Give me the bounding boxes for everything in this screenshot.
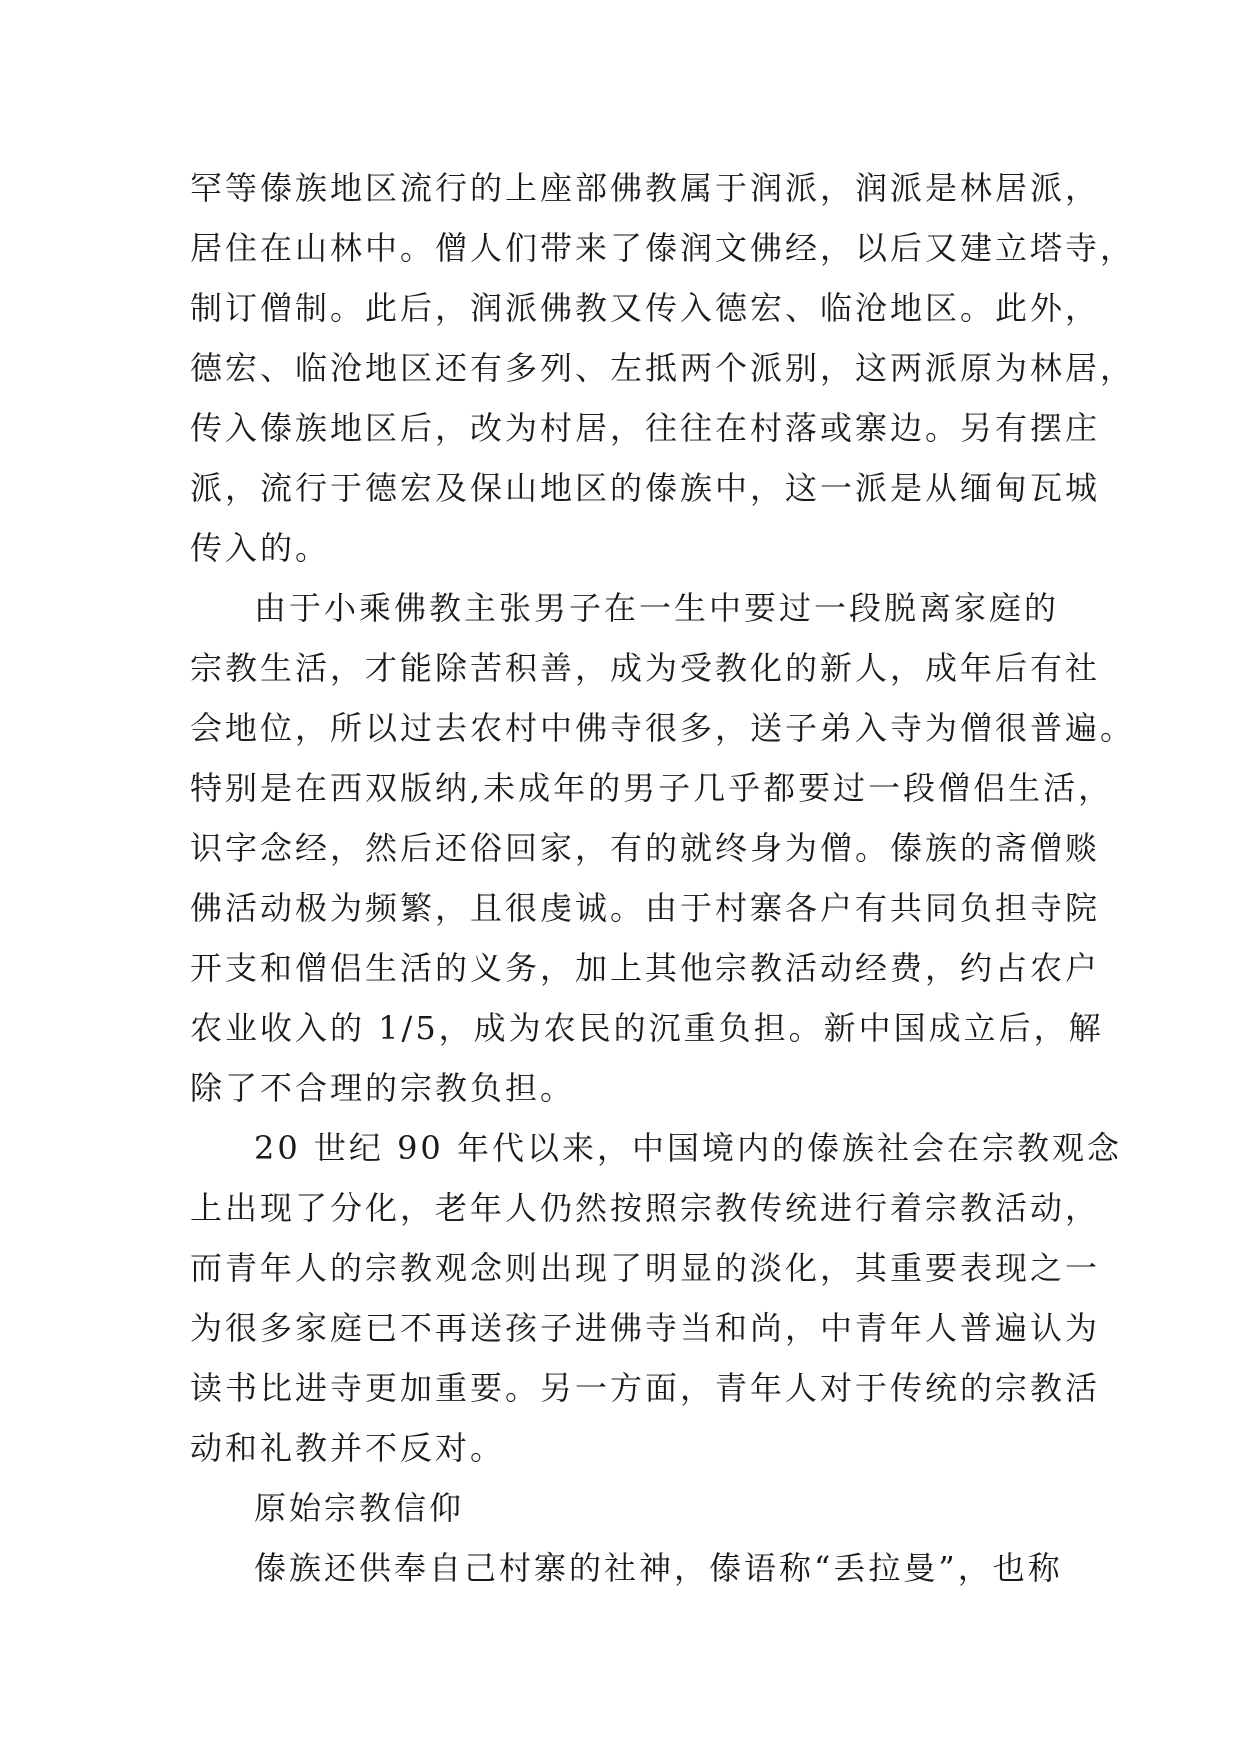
text-line: 除了不合理的宗教负担。 [190, 1069, 576, 1107]
section-heading: 原始宗教信仰 [254, 1489, 465, 1527]
text-line: 罕等傣族地区流行的上座部佛教属于润派，润派是林居派， [190, 169, 1101, 207]
text-line: 居住在山林中。僧人们带来了傣润文佛经，以后又建立塔寺， [190, 229, 1136, 267]
text-line: 派，流行于德宏及保山地区的傣族中，这一派是从缅甸瓦城 [190, 469, 1101, 507]
text-line: 特别是在西双版纳,未成年的男子几乎都要过一段僧侣生活， [190, 769, 1114, 807]
text-line: 传入的。 [190, 529, 331, 567]
text-line: 制订僧制。此后，润派佛教又传入德宏、临沧地区。此外， [190, 289, 1101, 327]
paragraph-start-line: 傣族还供奉自己村寨的社神，傣语称“丢拉曼”，也称 [254, 1549, 1063, 1587]
text-line: 宗教生活，才能除苦积善，成为受教化的新人，成年后有社 [190, 649, 1101, 687]
text-line: 为很多家庭已不再送孩子进佛寺当和尚，中青年人普遍认为 [190, 1309, 1101, 1347]
text-line: 传入傣族地区后，改为村居，往往在村落或寨边。另有摆庄 [190, 409, 1101, 447]
text-line: 上出现了分化，老年人仍然按照宗教传统进行着宗教活动， [190, 1189, 1101, 1227]
text-line: 开支和僧侣生活的义务，加上其他宗教活动经费，约占农户 [190, 949, 1101, 987]
text-line: 佛活动极为频繁，且很虔诚。由于村寨各户有共同负担寺院 [190, 889, 1101, 927]
text-line: 德宏、临沧地区还有多列、左抵两个派别，这两派原为林居， [190, 349, 1136, 387]
text-line: 识字念经，然后还俗回家，有的就终身为僧。傣族的斋僧赕 [190, 829, 1101, 867]
body-text [190, 158, 1136, 1598]
paragraph-start-line: 20 世纪 90 年代以来，中国境内的傣族社会在宗教观念 [254, 1129, 1122, 1167]
text-line: 会地位，所以过去农村中佛寺很多，送子弟入寺为僧很普遍。 [190, 709, 1136, 747]
paragraph-start-line: 由于小乘佛教主张男子在一生中要过一段脱离家庭的 [254, 589, 1060, 627]
text-line: 而青年人的宗教观念则出现了明显的淡化，其重要表现之一 [190, 1249, 1101, 1287]
text-line: 读书比进寺更加重要。另一方面，青年人对于传统的宗教活 [190, 1369, 1101, 1407]
text-line: 农业收入的 1/5，成为农民的沉重负担。新中国成立后，解 [190, 1009, 1104, 1047]
text-line: 动和礼教并不反对。 [190, 1429, 506, 1467]
